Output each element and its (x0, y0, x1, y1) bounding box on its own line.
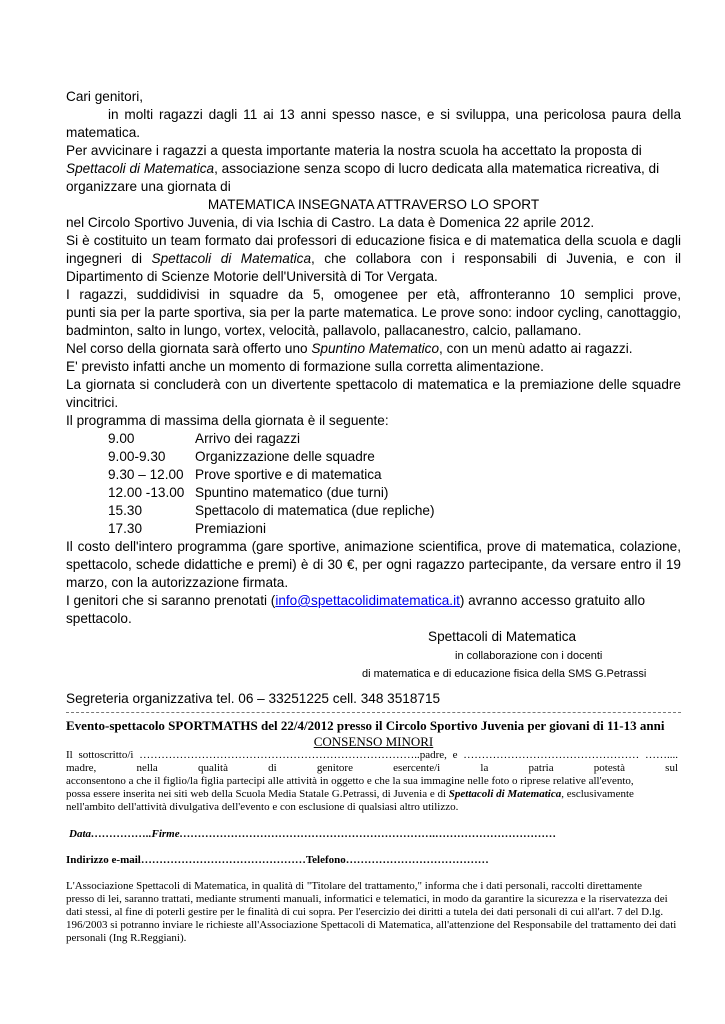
schedule-activity: Spuntino matematico (due turni) (195, 485, 389, 500)
email-link[interactable]: info@spettacolidimatematica.it (275, 593, 460, 608)
greeting: Cari genitori, (66, 89, 144, 104)
paragraph-line (66, 592, 681, 610)
text: , associazione senza scopo di lucro dedicata alla matematica ricreativa, di (214, 161, 660, 176)
paragraph-line: vincitrici. (66, 395, 119, 410)
form-line (66, 788, 634, 801)
privacy-line: L'Associazione Spettacoli di Matematica, in qualità di "Titolare del trattamento," informa che i dati personali, raccolti direttamente (66, 880, 642, 892)
signature-line: in collaborazione con i docenti (455, 650, 603, 662)
event-title: MATEMATICA INSEGNATA ATTRAVERSO LO SPORT (207, 197, 540, 212)
association-name: Spettacoli di Matematica (151, 251, 312, 266)
schedule-time: 17.30 (108, 521, 143, 536)
schedule-activity: Prove sportive e di matematica (195, 467, 382, 482)
paragraph-line: marzo, con la autorizzazione firmata. (66, 575, 289, 590)
paragraph-line: organizzare una giornata di (66, 179, 231, 194)
paragraph-line: in molti ragazzi dagli 11 ai 13 anni spesso nasce, e si sviluppa, una pericolosa paura della (108, 107, 681, 122)
paragraph-line: I ragazzi, suddidivisi in squadre da 5, omogenee per età, affronteranno 10 semplici prove, (66, 287, 681, 302)
text: possa essere inserita nei siti web della Scuola Media Statale G.Petrassi, di Juvenia e di (66, 788, 449, 800)
text: ingegneri di (66, 251, 152, 266)
paragraph-line: matematica. (66, 125, 141, 140)
schedule-time: 9.30 – 12.00 (108, 467, 184, 482)
association-name: Spettacoli di Matematica (448, 788, 562, 800)
text: , esclusivamente (561, 788, 634, 800)
paragraph-line: badminton, salto in lungo, vortex, velocità, pallavolo, pallacanestro, calcio, pallamano. (66, 323, 582, 338)
signature-org: Spettacoli di Matematica (428, 629, 577, 644)
association-name: Spettacoli di Matematica (66, 161, 215, 176)
text: , con un menù adatto ai ragazzi. (439, 341, 633, 356)
text: , che collabora con i responsabili di Juvenia, e con il (311, 251, 681, 266)
paragraph-line: Dipartimento di Scienze Motorie dell'Università di Tor Vergata. (66, 269, 438, 284)
paragraph-line: spettacolo. (66, 611, 132, 626)
text: Nel corso della giornata sarà offerto uno (66, 341, 312, 356)
privacy-line: presso di lei, saranno trattati, mediante strumenti manuali, informatici e telematici, in modo da garantire la sicurezza e la riservatezza dei (66, 893, 668, 905)
privacy-line: 196/2003 si potranno inviare le richieste all'Associazione Spettacoli di Matematica, all'attenzione del Responsabile del trattamento dei dati (66, 919, 677, 931)
secretariat-contacts: Segreteria organizzativa tel. 06 – 33251225 cell. 348 3518715 (66, 691, 441, 706)
paragraph-line: Per avvicinare i ragazzi a questa importante materia la nostra scuola ha accettato la proposta di (66, 143, 642, 158)
paragraph-line: nel Circolo Sportivo Juvenia, di via Ischia di Castro. La data è Domenica 22 aprile 2012. (66, 215, 595, 230)
paragraph-line: Il programma di massima della giornata è il seguente: (66, 413, 389, 428)
snack-name: Spuntino Matematico (311, 341, 440, 356)
paragraph-line (66, 250, 681, 268)
contact-field[interactable]: Indirizzo e-mail………………………………………Telefono………………………………… (66, 854, 489, 866)
form-line: acconsentono a che il figlio/la figlia partecipi alle attività in oggetto e che la sua immagine nelle foto o riprese relative all'evento, (66, 775, 634, 787)
form-title (66, 734, 681, 750)
paragraph-line: spettacolo, schede didattiche e premi) è di 30 €, per ogni ragazzo partecipante, da versare entro il 19 (66, 557, 681, 572)
paragraph-line (66, 160, 681, 178)
text: I genitori che si saranno prenotati ( (66, 593, 276, 608)
form-line[interactable]: madre, nella qualità di genitore esercente/i la patria potestà sul (66, 762, 678, 774)
privacy-line: dati stessi, al fine di poterli gestire per le finalità di cui sopra. Per l'esercizio dei diritti a tutela dei dati personali di cui all'art. 7 del D.lg. (66, 906, 664, 918)
form-line[interactable]: Il sottoscritto/i …………………………………………………………………..padre, e ………………………………………… …….... (66, 749, 678, 761)
schedule-time: 9.00-9.30 (108, 449, 166, 464)
paragraph-line: Il costo dell'intero programma (gare sportive, animazione scientifica, prove di matematica, colazione, (66, 539, 681, 554)
schedule-activity: Arrivo dei ragazzi (195, 431, 301, 446)
paragraph-line: E' previsto infatti anche un momento di formazione sulla corretta alimentazione. (66, 359, 544, 374)
privacy-line: personali (Ing R.Reggiani). (66, 932, 187, 944)
signature-field[interactable]: Data……………..Firme…………………………………………………………….…………………………… (69, 828, 557, 840)
schedule-time: 12.00 -13.00 (108, 485, 185, 500)
text: ) avranno accesso gratuito allo (459, 593, 646, 608)
paragraph-line: La giornata si concluderà con un divertente spettacolo di matematica e la premiazione delle squadre (66, 377, 681, 392)
form-line: nell'ambito dell'attività divulgativa dell'evento e con esclusione di qualsiasi altro utilizzo. (66, 801, 459, 813)
schedule-activity: Spettacolo di matematica (due repliche) (195, 503, 435, 518)
schedule-activity: Premiazioni (195, 521, 267, 536)
schedule-time: 9.00 (108, 431, 135, 446)
schedule-time: 15.30 (108, 503, 143, 518)
schedule-activity: Organizzazione delle squadre (195, 449, 375, 464)
paragraph-line: Si è costituito un team formato dai professori di educazione fisica e di matematica della scuola e dagli (66, 233, 681, 248)
signature-line: di matematica e di educazione fisica della SMS G.Petrassi (362, 668, 647, 680)
cut-line (66, 712, 681, 713)
form-header: Evento-spettacolo SPORTMATHS del 22/4/2012 presso il Circolo Sportivo Juvenia per giovani di 11-13 anni (66, 718, 665, 733)
paragraph-line (66, 340, 681, 358)
paragraph-line: punti sia per la parte sportiva, sia per la parte matematica. Le prove sono: indoor cycling, canottaggio, (66, 305, 681, 320)
form-title-text: CONSENSO MINORI (313, 734, 434, 749)
